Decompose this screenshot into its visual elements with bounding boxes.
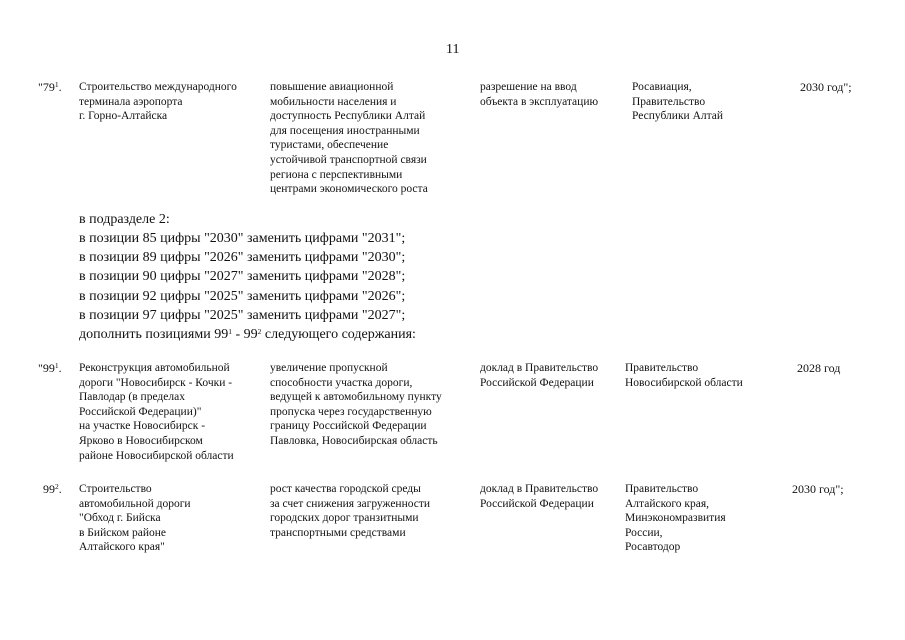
instruction-line: в позиции 92 цифры "2025" заменить цифрами "2026"; — [79, 289, 406, 304]
row-number: "$99^1$. — [38, 361, 62, 375]
deadline: 2030 год"; — [800, 80, 852, 94]
instruction-line: в позиции 85 цифры "2030" заменить цифрами "2031"; — [79, 231, 406, 246]
instruction-line: в позиции 97 цифры "2025" заменить цифрами "2027"; — [79, 308, 406, 323]
responsible-party: Росавиация, Правительство Республики Алтай — [632, 81, 724, 123]
instruction-line: в позиции 90 цифры "2027" заменить цифрами "2028"; — [79, 269, 406, 284]
deadline: 2028 год — [797, 361, 841, 375]
instruction-line: в позиции 89 цифры "2026" заменить цифрами "2030"; — [79, 250, 406, 265]
project-result: доклад в Правительство Российской Федерации — [480, 362, 599, 389]
project-name: Строительство международного терминала аэропорта г. Горно-Алтайска — [79, 81, 237, 123]
responsible-party: Правительство Алтайского края, Минэкономразвития России, Росавтодор — [625, 483, 726, 554]
page-number: 11 — [446, 42, 460, 57]
deadline: 2030 год"; — [792, 482, 844, 496]
project-name: Строительство автомобильной дороги "Обход г. Бийска в Бийском районе Алтайского края" — [79, 483, 191, 554]
project-result: доклад в Правительство Российской Федерации — [480, 483, 599, 510]
instruction-line: дополнить позициями $99^1 - 99^2$ следующего содержания: — [79, 327, 416, 342]
project-name: Реконструкция автомобильной дороги "Новосибирск - Кочки - Павлодар (в пределах Российской Федерации)" на участке Новосибирск - Ярково в Новосибирском районе Новосибирской области — [79, 362, 234, 462]
row-number: $99^2$. — [43, 482, 62, 496]
project-effect: увеличение пропускной способности участка дороги, ведущей к автомобильному пункту пропуска через государственную границу Российской Федерации Павловка, Новосибирская область — [270, 362, 442, 447]
instruction-line: в подразделе 2: — [79, 212, 170, 227]
row-number: "$79^1$. — [38, 80, 62, 94]
project-result: разрешение на ввод объекта в эксплуатацию — [480, 81, 599, 108]
project-effect: рост качества городской среды за счет снижения загруженности городских дорог транзитными транспортными средствами — [270, 483, 431, 539]
responsible-party: Правительство Новосибирской области — [625, 362, 743, 389]
project-effect: повышение авиационной мобильности населения и доступность Республики Алтай для посещения иностранными туристами, обеспечение устойчивой транспортной связи региона с перспективными центрами экономического роста — [270, 81, 428, 196]
